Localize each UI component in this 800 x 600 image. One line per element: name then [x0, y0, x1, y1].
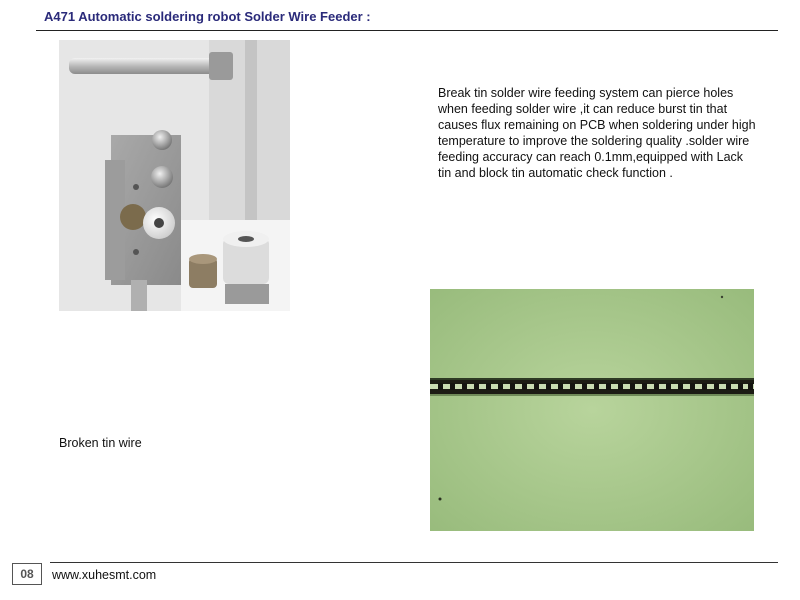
description-line: Break tin solder wire feeding system can pierce holes	[438, 86, 734, 100]
description-line: feeding accuracy can reach 0.1mm,equipped with Lack	[438, 150, 744, 164]
feeder-description	[438, 85, 788, 181]
website-link[interactable]: www.xuhesmt.com	[52, 568, 157, 582]
description-line: when feeding solder wire ,it can reduce burst tin that	[438, 102, 728, 116]
page-title: A471 Automatic soldering robot Solder Wire Feeder :	[44, 9, 371, 24]
title-divider	[36, 30, 778, 31]
footer-divider	[50, 562, 778, 563]
description-line: temperature to improve the soldering quality .solder wire	[438, 134, 750, 148]
description-line: tin and block tin automatic check function .	[438, 166, 673, 180]
description-line: causes flux remaining on PCB when soldering under high	[438, 118, 756, 132]
wire-photo-caption: Broken tin wire	[59, 436, 142, 450]
page-number-badge: 08	[12, 563, 42, 585]
feeder-mechanism-photo	[59, 40, 290, 311]
broken-tin-wire-photo	[430, 289, 754, 531]
